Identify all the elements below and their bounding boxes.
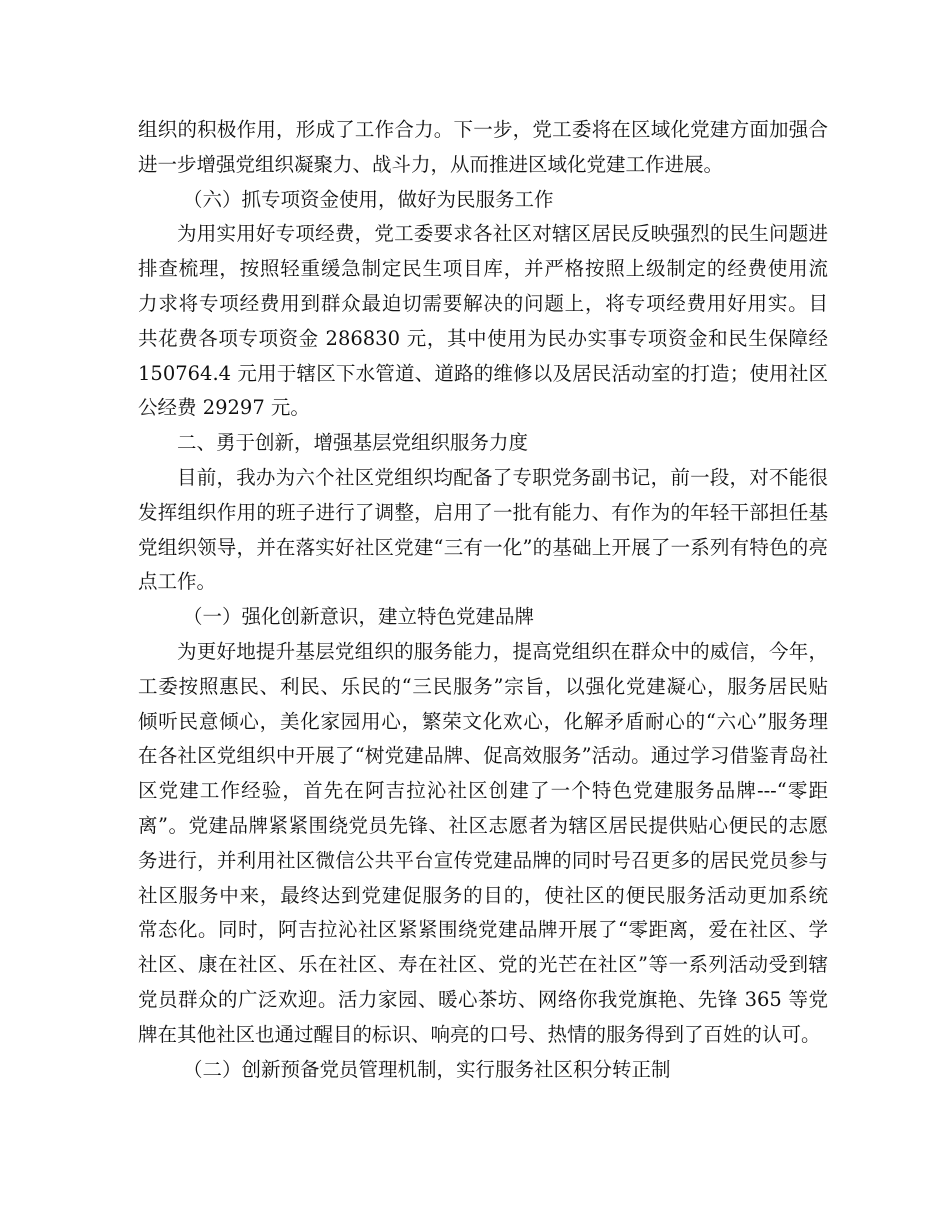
text-line: 务进行，并利用社区微信公共平台宣传党建品牌的同时号召更多的居民党员参与 [138, 848, 828, 872]
text-line: 二、勇于创新，增强基层党组织服务力度 [177, 431, 529, 455]
text-line: 离”。党建品牌紧紧围绕党员先锋、社区志愿者为辖区居民提供贴心便民的志愿 [138, 813, 828, 837]
text-line: 力求将专项经费用到群众最迫切需要解决的问题上，将专项经费用好用实。目 [138, 291, 828, 315]
text-line: 公经费 29297 元。 [138, 396, 310, 420]
text-line: 150764.4 元用于辖区下水管道、道路的维修以及居民活动室的打造；使用社区 [138, 361, 828, 385]
text-line: 为用实用好专项经费，党工委要求各社区对辖区居民反映强烈的民生问题进 [177, 222, 828, 246]
text-line: 倾听民意倾心，美化家园用心，繁荣文化欢心，化解矛盾耐心的“六心”服务理 [138, 709, 828, 733]
text-line: 目前，我办为六个社区党组织均配备了专职党务副书记，前一段，对不能很 [177, 465, 828, 489]
text-line: 为更好地提升基层党组织的服务能力，提高党组织在群众中的威信，今年， [177, 639, 828, 663]
text-line: 工委按照惠民、利民、乐民的“三民服务”宗旨，以强化党建凝心，服务居民贴 [138, 674, 828, 698]
text-line: 进一步增强党组织凝聚力、战斗力，从而推进区域化党建工作进展。 [138, 152, 724, 176]
text-line: 社区服务中来，最终达到党建促服务的目的，使社区的便民服务活动更加系统 [138, 883, 828, 907]
text-line: 党员群众的广泛欢迎。活力家园、暖心茶坊、网络你我党旗艳、先锋 365 等党 [138, 987, 828, 1011]
text-line: 组织的积极作用，形成了工作合力。下一步，党工委将在区域化党建方面加强合 [138, 118, 828, 141]
text-line: 排查梳理，按照轻重缓急制定民生项目库，并严格按照上级制定的经费使用流 [138, 257, 828, 281]
text-line: 共花费各项专项资金 286830 元，其中使用为民办实事专项资金和民生保障经 [138, 326, 828, 350]
text-line: 牌在其他社区也通过醒目的标识、响亮的口号、热情的服务得到了百姓的认可。 [138, 1022, 821, 1046]
text-line: 发挥组织作用的班子进行了调整，启用了一批有能力、有作为的年轻干部担任基 [138, 500, 828, 524]
text-line: 点工作。 [138, 570, 217, 594]
text-line: 在各社区党组织中开展了“树党建品牌、促高效服务”活动。通过学习借鉴青岛社 [138, 744, 828, 768]
text-line: （六）抓专项资金使用，做好为民服务工作 [183, 187, 554, 211]
document-body [138, 113, 828, 1087]
text-line: 区党建工作经验，首先在阿吉拉沁社区创建了一个特色党建服务品牌---“零距 [138, 779, 828, 803]
text-line: 常态化。同时，阿吉拉沁社区紧紧围绕党建品牌开展了“零距离，爱在社区、学 [138, 918, 828, 942]
text-line: （一）强化创新意识，建立特色党建品牌 [183, 605, 535, 629]
text-line: （二）创新预备党员管理机制，实行服务社区积分转正制 [183, 1057, 671, 1081]
text-line: 党组织领导，并在落实好社区党建“三有一化”的基础上开展了一系列有特色的亮 [138, 535, 828, 559]
text-line: 社区、康在社区、乐在社区、寿在社区、党的光芒在社区”等一系列活动受到辖 [138, 953, 828, 977]
